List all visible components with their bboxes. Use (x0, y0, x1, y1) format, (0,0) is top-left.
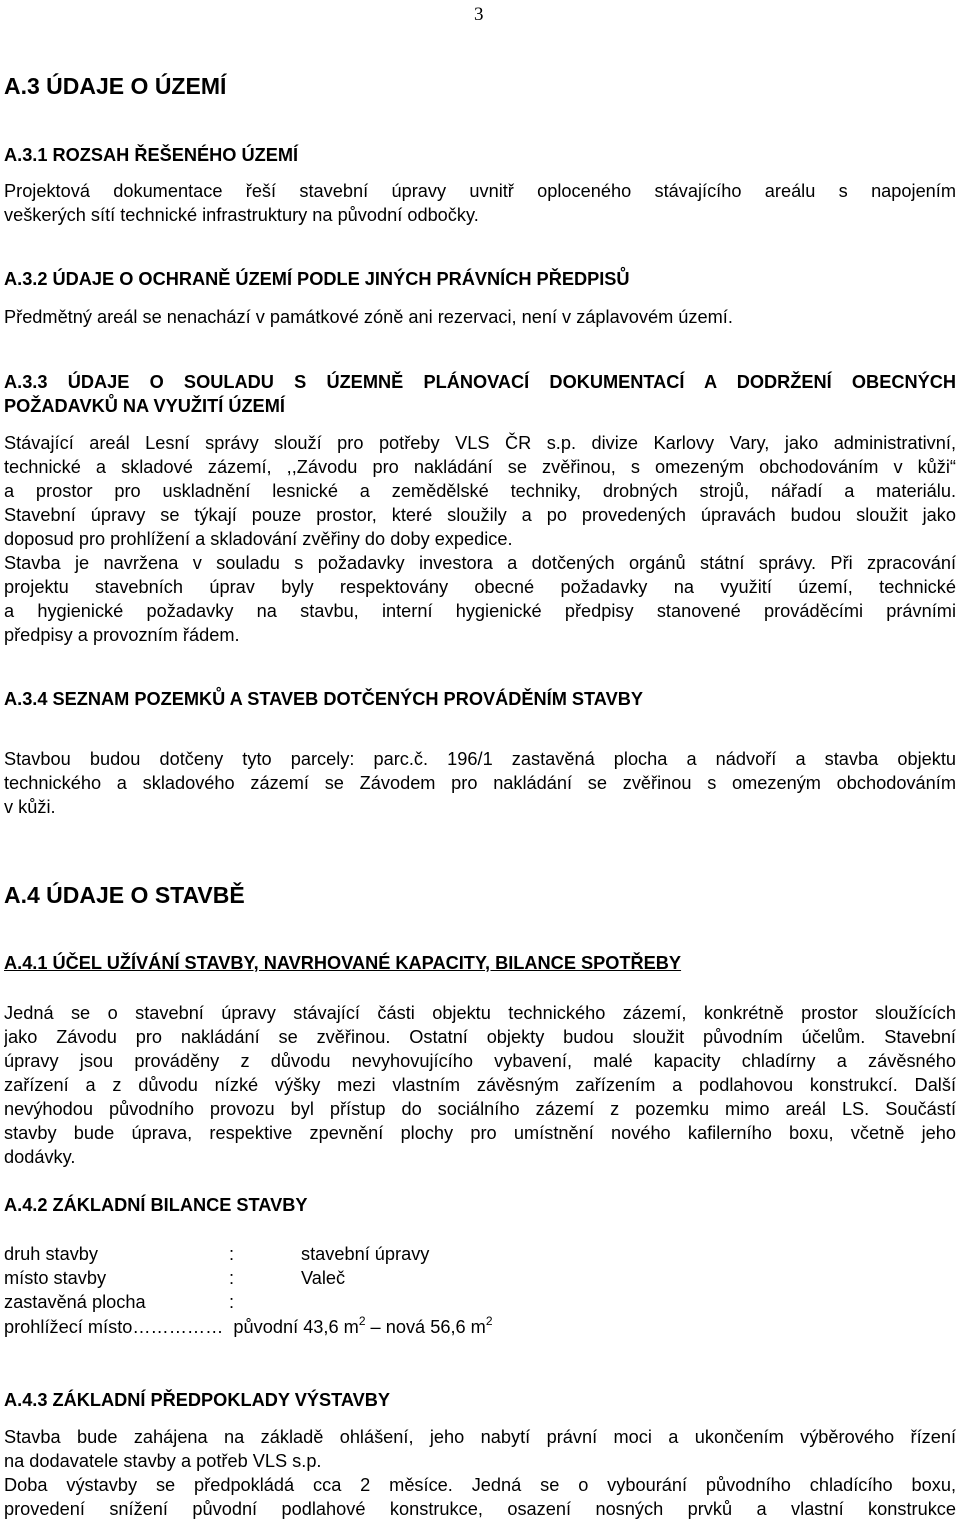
text-line: zařízení a z důvodu nízké výšky mezi vlastním závěsným zařízením a podlahovou konstrukcí. Další (4, 1075, 956, 1095)
text-line: technické a skladové zázemí, ,,Závodu pro nakládání se zvěřinou, s omezeným obchodováním v kůži“ (4, 457, 956, 477)
exponent: 2 (485, 1314, 493, 1328)
text-line: a prostor pro uskladnění lesnické a zemědělské techniky, drobných strojů, nářadí a materiálu. (4, 481, 956, 501)
text-line: na dodavatele stavby a potřeb VLS s.p. (4, 1451, 322, 1471)
text-line: předpisy a provozním řádem. (4, 625, 240, 645)
bilance-row-viewing (4, 1315, 493, 1339)
paragraph-a41 (4, 1001, 956, 1169)
text-line: doposud pro prohlížení a skladování zvěřiny do doby expedice. (4, 529, 513, 549)
bilance-sep: : (229, 1244, 235, 1264)
bilance-value: stavební úpravy (301, 1244, 430, 1264)
text-line: Stavební úpravy se týkají pouze prostor, které sloužily a po provedených úpravách budou sloužit jako (4, 505, 956, 525)
text-line: Stávající areál Lesní správy slouží pro potřeby VLS ČR s.p. divize Karlovy Vary, jako administrativní, (4, 433, 956, 453)
heading-a33 (4, 370, 956, 418)
viewing-line (4, 1314, 493, 1337)
paragraph-a43 (4, 1425, 956, 1521)
heading-a43: A.4.3 ZÁKLADNÍ PŘEDPOKLADY VÝSTAVBY (4, 1390, 391, 1410)
heading-line: A.3.3 ÚDAJE O SOULADU S ÚZEMNĚ PLÁNOVACÍ DOKUMENTACÍ A DODRŽENÍ OBECNÝCH (4, 372, 956, 392)
heading-a34: A.3.4 SEZNAM POZEMKŮ A STAVEB DOTČENÝCH PROVÁDĚNÍM STAVBY (4, 689, 643, 709)
text-line: Projektová dokumentace řeší stavební úpravy uvnitř oploceného stávajícího areálu s napojením (4, 181, 956, 201)
viewing-original: původní 43,6 m (233, 1317, 359, 1337)
paragraph-a31 (4, 179, 956, 227)
text-line: provedení snížení původní podlahové konstrukce, osazení nosných prvků a vlastní konstrukce (4, 1499, 956, 1519)
text-line: Doba výstavby se předpokládá cca 2 měsíce. Jedná se o vybourání původního chladícího boxu, (4, 1475, 956, 1495)
text-line: dodávky. (4, 1147, 76, 1167)
paragraph-a33 (4, 431, 956, 647)
section-heading-a3: A.3 ÚDAJE O ÚZEMÍ (4, 73, 227, 99)
page-number: 3 (474, 4, 484, 25)
bilance-label: místo stavby (4, 1268, 107, 1288)
section-heading-a4: A.4 ÚDAJE O STAVBĚ (4, 882, 245, 908)
bilance-sep: : (229, 1292, 235, 1312)
bilance-sep: : (229, 1268, 235, 1288)
text-line: a hygienické požadavky na stavbu, interní hygienické předpisy stanovené prováděcími právními (4, 601, 956, 621)
text-line: jako Závodu pro nakládání se zvěřinou. Ostatní objekty budou sloužit původním účelům. Stavební (4, 1027, 956, 1047)
paragraph-a34 (4, 747, 956, 819)
text-line: stavby bude úprava, respektive zpevnění plochy pro umístnění nového kafilerního boxu, včetně jeho (4, 1123, 956, 1143)
paragraph-a32: Předmětný areál se nenachází v památkové zóně ani rezervaci, není v záplavovém území. (4, 307, 733, 327)
heading-a31: A.3.1 ROZSAH ŘEŠENÉHO ÚZEMÍ (4, 145, 299, 165)
text-line: technického a skladového zázemí se Závodem pro nakládání se zvěřinou s omezeným obchodováním (4, 773, 956, 793)
heading-line: POŽADAVKŮ NA VYUŽITÍ ÚZEMÍ (4, 396, 285, 416)
bilance-value: Valeč (301, 1268, 346, 1288)
text-line: Stavbou budou dotčeny tyto parcely: parc.č. 196/1 zastavěná plocha a nádvoří a stavba objektu (4, 749, 956, 769)
text-line: nevýhodou původního provozu byl přístup do sociálního zázemí z pozemku mimo areál LS. Součástí (4, 1099, 956, 1119)
exponent: 2 (358, 1314, 366, 1328)
text-line: projektu stavebních úprav byly respektovány obecné požadavky na využití území, technické (4, 577, 956, 597)
text-line: úpravy jsou prováděny z důvodu nevyhovujícího vybavení, malé kapacity chladírny a závěsného (4, 1051, 956, 1071)
text-line: veškerých sítí technické infrastruktury na původní odbočky. (4, 205, 479, 225)
viewing-label: prohlížecí místo…………… (4, 1317, 224, 1337)
bilance-label: druh stavby (4, 1244, 99, 1264)
bilance-label: zastavěná plocha (4, 1292, 146, 1312)
heading-a42: A.4.2 ZÁKLADNÍ BILANCE STAVBY (4, 1195, 308, 1215)
text-line: v kůži. (4, 797, 56, 817)
viewing-new: – nová 56,6 m (365, 1317, 486, 1337)
heading-a32: A.3.2 ÚDAJE O OCHRANĚ ÚZEMÍ PODLE JINÝCH PRÁVNÍCH PŘEDPISŮ (4, 269, 630, 289)
heading-a41: A.4.1 ÚČEL UŽÍVÁNÍ STAVBY, NAVRHOVANÉ KAPACITY, BILANCE SPOTŘEBY (4, 953, 682, 973)
text-line: Stavba je navržena v souladu s požadavky investora a dotčených orgánů státní správy. Při zpracování (4, 553, 956, 573)
text-line: Stavba bude zahájena na základě ohlášení, jeho nabytí právní moci a ukončením výběrového řízení (4, 1427, 956, 1447)
text-line: Jedná se o stavební úpravy stávající části objektu technického zázemí, konkrétně prostor sloužících (4, 1003, 956, 1023)
